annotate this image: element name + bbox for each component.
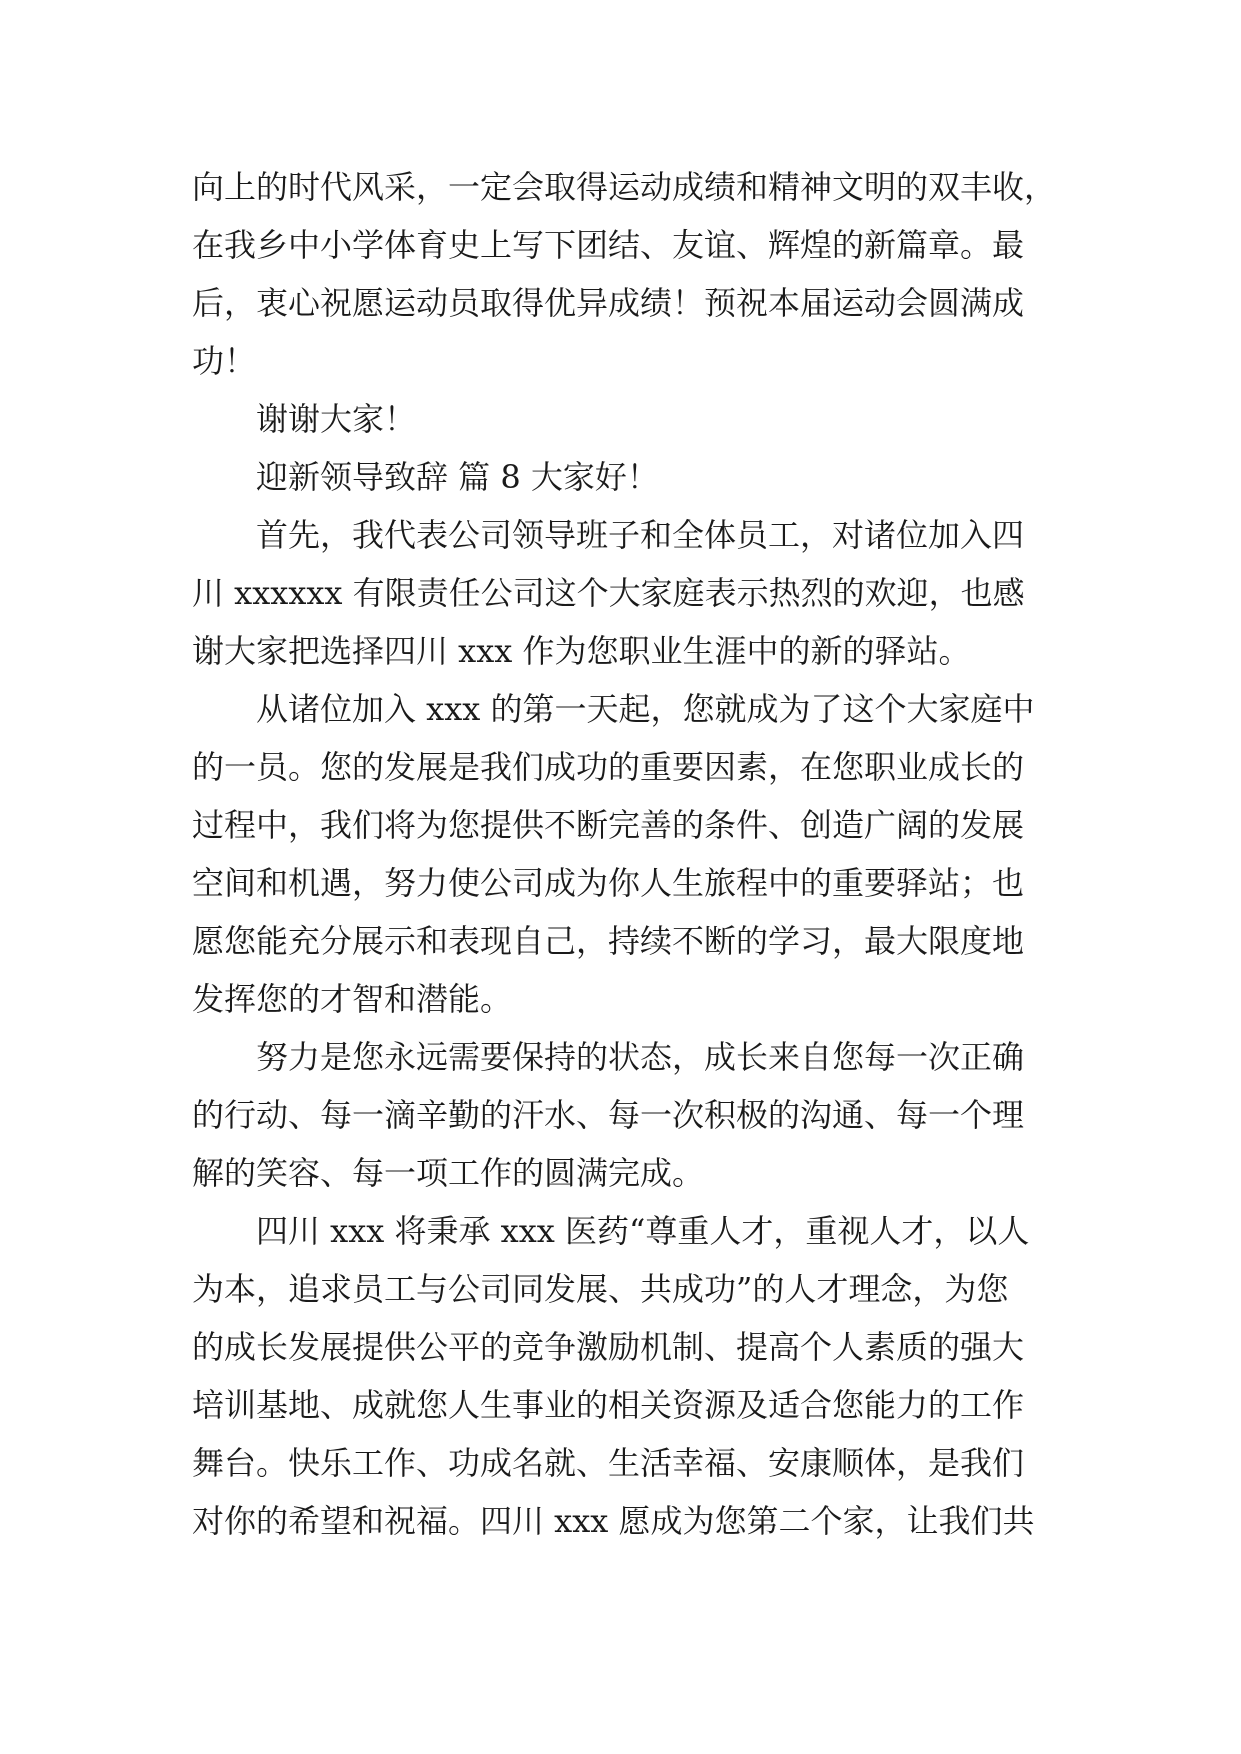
text-line: 功！ [192, 342, 257, 380]
text-line: 过程中，我们将为您提供不断完善的条件、创造广阔的发展 [192, 806, 1025, 844]
text-line: 为本，追求员工与公司同发展、共成功”的人才理念，为您 [192, 1270, 1009, 1308]
text-line: 培训基地、成就您人生事业的相关资源及适合您能力的工作 [192, 1386, 1025, 1424]
document-body [192, 158, 1072, 1550]
text-line: 川 xxxxxx 有限责任公司这个大家庭表示热烈的欢迎，也感 [192, 574, 1025, 612]
text-line: 愿您能充分展示和表现自己，持续不断的学习，最大限度地 [192, 922, 1025, 960]
paragraph-start: 四川 xxx 将秉承 xxx 医药“尊重人才，重视人才，以人 [256, 1212, 1030, 1250]
text-line: 解的笑容、每一项工作的圆满完成。 [192, 1154, 705, 1192]
text-line: 后，衷心祝愿运动员取得优异成绩！预祝本届运动会圆满成 [192, 284, 1025, 322]
section-heading: 迎新领导致辞 篇 8 大家好！ [256, 458, 659, 496]
text-line: 对你的希望和祝福。四川 xxx 愿成为您第二个家，让我们共 [192, 1502, 1035, 1540]
text-line: 空间和机遇，努力使公司成为你人生旅程中的重要驿站；也 [192, 864, 1025, 902]
text-line: 向上的时代风采，一定会取得运动成绩和精神文明的双丰收， [192, 168, 1057, 206]
paragraph-start: 努力是您永远需要保持的状态，成长来自您每一次正确 [256, 1038, 1025, 1076]
text-line: 谢大家把选择四川 xxx 作为您职业生涯中的新的驿站。 [192, 632, 971, 670]
text-line: 发挥您的才智和潜能。 [192, 980, 513, 1018]
text-line: 的成长发展提供公平的竞争激励机制、提高个人素质的强大 [192, 1328, 1025, 1366]
text-line: 的行动、每一滴辛勤的汗水、每一次积极的沟通、每一个理 [192, 1096, 1025, 1134]
text-line: 的一员。您的发展是我们成功的重要因素，在您职业成长的 [192, 748, 1025, 786]
paragraph-start: 首先，我代表公司领导班子和全体员工，对诸位加入四 [256, 516, 1025, 554]
closing-line: 谢谢大家！ [256, 400, 417, 438]
text-line: 舞台。快乐工作、功成名就、生活幸福、安康顺体，是我们 [192, 1444, 1025, 1482]
paragraph-start: 从诸位加入 xxx 的第一天起，您就成为了这个大家庭中 [256, 690, 1035, 728]
text-line: 在我乡中小学体育史上写下团结、友谊、辉煌的新篇章。最 [192, 226, 1025, 264]
